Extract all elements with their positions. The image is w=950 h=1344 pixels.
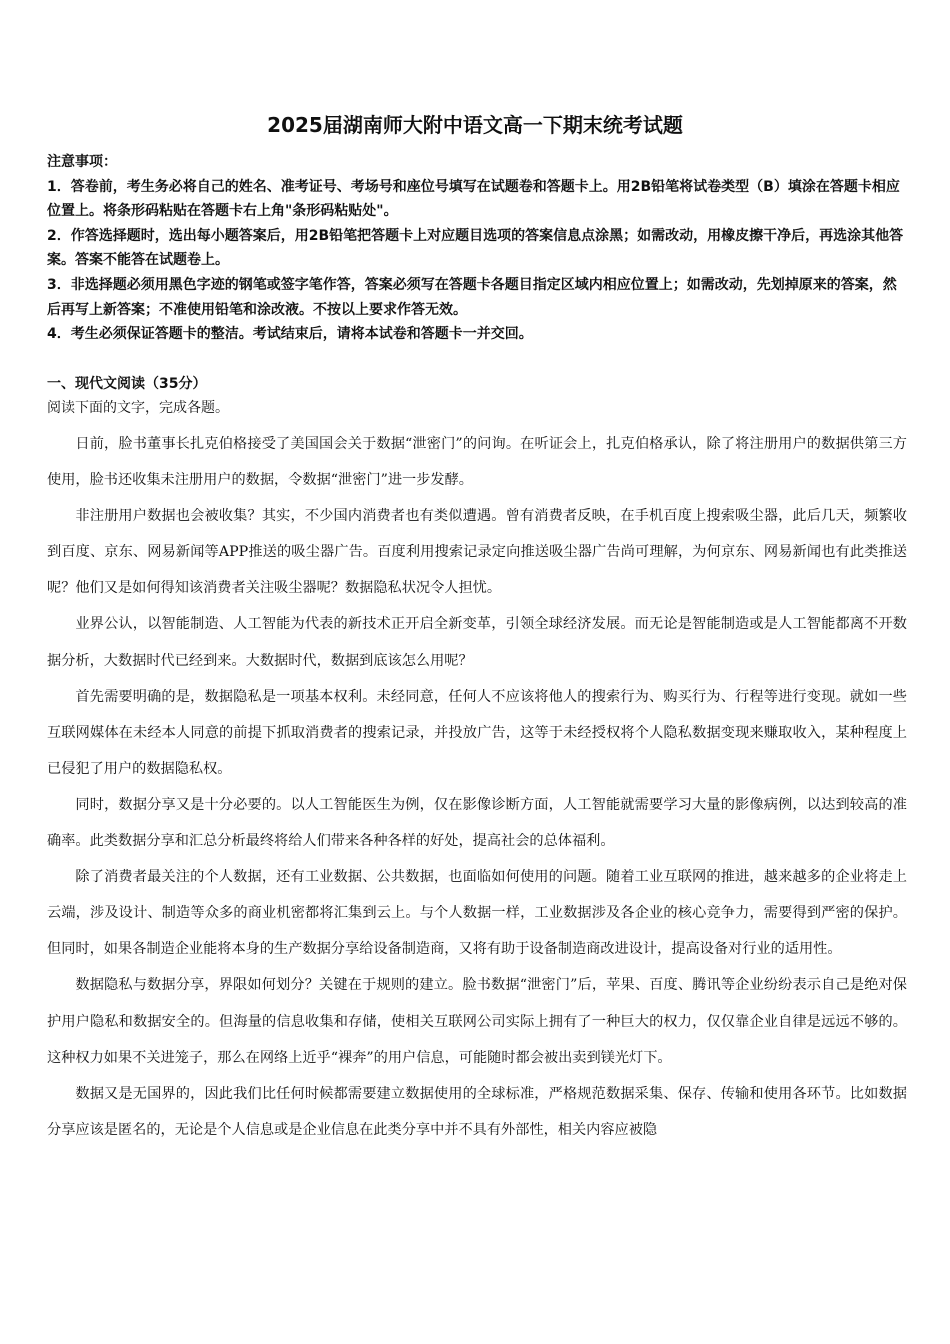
notice-item: 1．答卷前，考生务必将自己的姓名、准考证号、考场号和座位号填写在试题卷和答题卡上。用2B铅笔将试卷类型（B）填涂在答题卡相应位置上。将条形码粘贴在答题卡右上角"条形码粘贴处"。 <box>47 178 900 220</box>
page-title: 2025届湖南师大附中语文高一下期末统考试题 <box>267 113 683 137</box>
notice-item: 2．作答选择题时，选出每小题答案后，用2B铅笔把答题卡上对应题目选项的答案信息点涂黑；如需改动，用橡皮擦干净后，再选涂其他答案。答案不能答在试题卷上。 <box>47 227 904 269</box>
section-header <box>47 372 907 420</box>
notice-item: 3．非选择题必须用黑色字迹的钢笔或签字笔作答，答案必须写在答题卡各题目指定区域内相应位置上；如需改动，先划掉原来的答案，然后再写上新答案；不准使用铅笔和涂改液。不按以上要求作答无效。 <box>47 276 897 318</box>
passage-paragraph: 首先需要明确的是，数据隐私是一项基本权利。未经同意，任何人不应该将他人的搜索行为、购买行为、行程等进行变现。就如一些互联网媒体在未经本人同意的前提下抓取消费者的搜索记录，并投放广告，这等于未经授权将个人隐私数据变现来赚取收入，某种程度上已侵犯了用户的数据隐私权。 <box>47 688 907 777</box>
notice-heading: 注意事项： <box>47 154 117 170</box>
passage-paragraph: 数据隐私与数据分享，界限如何划分？关键在于规则的建立。脸书数据“泄密门”后，苹果、百度、腾讯等企业纷纷表示自己是绝对保护用户隐私和数据安全的。但海量的信息收集和存储，使相关互联网公司实际上拥有了一种巨大的权力，仅仅靠企业自律是远远不够的。这种权力如果不关进笼子，那么在网络上近乎“裸奔”的用户信息，可能随时都会被出卖到镁光灯下。 <box>47 977 907 1066</box>
passage-paragraph: 数据又是无国界的，因此我们比任何时候都需要建立数据使用的全球标准，严格规范数据采集、保存、传输和使用各环节。比如数据分享应该是匿名的，无论是个人信息或是企业信息在此类分享中并不具有外部性，相关内容应被隐 <box>47 1085 907 1138</box>
reading-passage <box>47 426 907 1148</box>
passage-paragraph: 日前，脸书董事长扎克伯格接受了美国国会关于数据“泄密门”的问询。在听证会上，扎克伯格承认，除了将注册用户的数据供第三方使用，脸书还收集未注册用户的数据，令数据“泄密门”进一步发酵。 <box>47 436 907 489</box>
notice-item: 4．考生必须保证答题卡的整洁。考试结束后，请将本试卷和答题卡一并交回。 <box>47 326 533 343</box>
passage-paragraph: 除了消费者最关注的个人数据，还有工业数据、公共数据，也面临如何使用的问题。随着工业互联网的推进，越来越多的企业将走上云端，涉及设计、制造等众多的商业机密都将汇集到云上。与个人数据一样，工业数据涉及各企业的核心竞争力，需要得到严密的保护。但同时，如果各制造企业能将本身的生产数据分享给设备制造商，又将有助于设备制造商改进设计，提高设备对行业的适用性。 <box>47 869 907 958</box>
passage-paragraph: 业界公认，以智能制造、人工智能为代表的新技术正开启全新变革，引领全球经济发展。而无论是智能制造或是人工智能都离不开数据分析，大数据时代已经到来。大数据时代，数据到底该怎么用呢？ <box>47 616 907 669</box>
section-heading: 一、现代文阅读（35分） <box>47 376 207 392</box>
passage-paragraph: 同时，数据分享又是十分必要的。以人工智能医生为例，仅在影像诊断方面，人工智能就需要学习大量的影像病例，以达到较高的准确率。此类数据分享和汇总分析最终将给人们带来各种各样的好处，提高社会的总体福利。 <box>47 796 907 850</box>
section-instruction: 阅读下面的文字，完成各题。 <box>47 400 229 416</box>
notice-block <box>47 150 907 347</box>
passage-paragraph: 非注册用户数据也会被收集？其实，不少国内消费者也有类似遭遇。曾有消费者反映，在手机百度上搜索吸尘器，此后几天，频繁收到百度、京东、网易新闻等APP推送的吸尘器广告。百度利用搜索记录定向推送吸尘器广告尚可理解，为何京东、网易新闻也有此类推送呢？他们又是如何得知该消费者关注吸尘器呢？数据隐私状况令人担忧。 <box>47 508 907 597</box>
